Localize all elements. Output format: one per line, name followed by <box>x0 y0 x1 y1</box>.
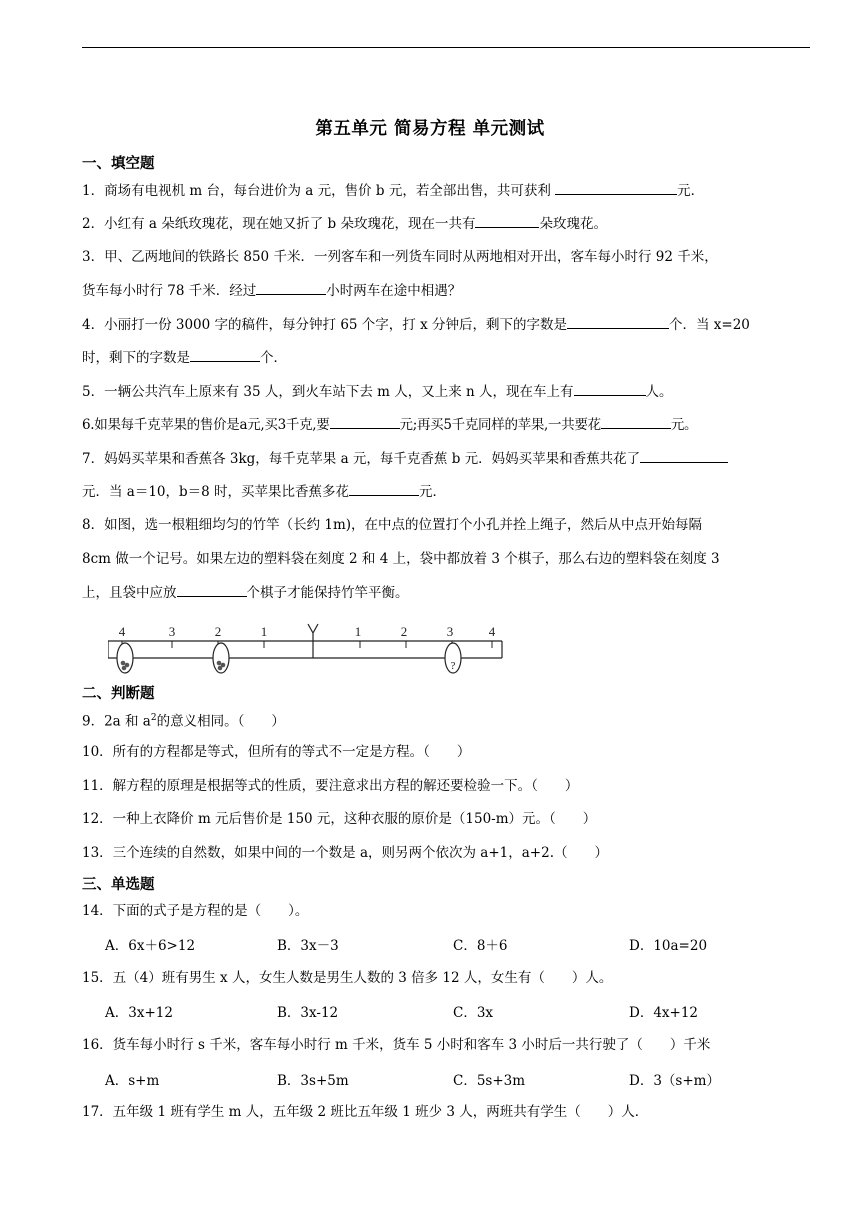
question-2: 2．小红有 a 朵纸玫瑰花，现在她又折了 b 朵玫瑰花，现在一共有 朵玫瑰花。 <box>82 213 607 234</box>
option-c[interactable]: C．5s+3m <box>453 1073 526 1089</box>
answer-blank[interactable] <box>190 347 260 362</box>
question-5: 5．一辆公共汽车上原来有 35 人，到火车站下去 m 人，又上来 n 人，现在车上有 人。 <box>82 381 673 402</box>
question-4-line-2: 时，剩下的字数是 个． <box>82 347 287 368</box>
option-a[interactable]: A．s+m <box>105 1073 160 1089</box>
option-d[interactable]: D．4x+12 <box>629 1005 699 1021</box>
section-fill-heading: 一、填空题 <box>82 156 155 172</box>
tick-label: 2 <box>400 624 408 639</box>
answer-blank[interactable] <box>330 414 400 429</box>
question-3-line-2: 货车每小时行 78 千米．经过 小时两车在途中相遇？ <box>82 280 461 301</box>
question-11: 11．解方程的原理是根据等式的性质，要注意求出方程的解还要检验一下。（ ） <box>82 778 579 794</box>
option-c[interactable]: C．8＋6 <box>453 938 508 954</box>
question-16: 16．货车每小时行 s 千米，客车每小时行 m 千米，货车 5 小时和客车 3 小时后一共行驶了（ ）千米 <box>82 1037 711 1053</box>
question-8-line-2: 8cm 做一个记号。如果左边的塑料袋在刻度 2 和 4 上，袋中都放着 3 个棋子，那么右边的塑料袋在刻度 3 <box>82 551 720 567</box>
page-title: 第五单元 简易方程 单元测试 <box>315 119 545 139</box>
question-13: 13．三个连续的自然数，如果中间的一个数是 a，则另两个依次为 a+1，a+2.（ ） <box>82 845 608 861</box>
answer-blank[interactable] <box>555 180 677 195</box>
tick-label: 4 <box>118 624 126 639</box>
question-7-line-1: 7．妈妈买苹果和香蕉各 3kg，每千克苹果 a 元，每千克香蕉 b 元．妈妈买苹果和香蕉共花了 <box>82 448 728 469</box>
option-b[interactable]: B．3x-12 <box>277 1005 339 1021</box>
question-4-line-1: 4．小丽打一份 3000 字的稿件，每分钟打 65 个字，打 x 分钟后，剩下的字数是 个．当 x=20 <box>82 314 750 335</box>
option-d[interactable]: D．3（s+m） <box>629 1073 720 1089</box>
tick-label: 1 <box>260 624 268 639</box>
question-9: 9．2a 和 $a^2$的意义相同。（ ） <box>82 713 285 730</box>
answer-blank[interactable] <box>567 314 669 329</box>
answer-blank[interactable] <box>256 280 326 295</box>
answer-blank[interactable] <box>177 582 247 597</box>
tick-label: 4 <box>488 624 496 639</box>
question-10: 10．所有的方程都是等式，但所有的等式不一定是方程。（ ） <box>82 744 471 760</box>
tick-label: 3 <box>168 624 176 639</box>
tick-label: 3 <box>446 624 454 639</box>
option-b[interactable]: B．3s+5m <box>277 1073 349 1089</box>
option-d[interactable]: D．10a=20 <box>629 938 708 954</box>
option-a[interactable]: A．3x+12 <box>105 1005 173 1021</box>
section-judge-heading: 二、判断题 <box>82 686 155 702</box>
tick-label: 1 <box>354 624 362 639</box>
question-8-line-3: 上，且袋中应放 个棋子才能保持竹竿平衡。 <box>82 582 409 603</box>
question-15: 15．五（4）班有男生 x 人，女生人数是男生人数的 3 倍多 12 人，女生有（ ）人。 <box>82 970 613 986</box>
question-6: 6.如果每千克苹果的售价是a元,买3千克,要 元;再买5千克同样的苹果,一共要花 元。 <box>82 414 697 435</box>
question-17: 17．五年级 1 班有学生 m 人，五年级 2 班比五年级 1 班少 3 人，两班共有学生（ ）人． <box>82 1104 649 1120</box>
bag-left-2 <box>213 643 229 673</box>
bag-left-4 <box>117 643 133 673</box>
question-8-line-1: 8．如图，选一根粗细均匀的竹竿（长约 1m)，在中点的位置打个小孔并拴上绳子，然后从中点开始每隔 <box>82 517 703 533</box>
option-b[interactable]: B．3x－3 <box>277 938 339 954</box>
answer-blank[interactable] <box>574 381 646 396</box>
bag-question-mark: ? <box>450 660 456 672</box>
tick-label: 2 <box>214 624 222 639</box>
answer-blank[interactable] <box>640 448 728 463</box>
header-rule <box>82 47 810 48</box>
question-1: 1．商场有电视机 m 台，每台进价为 a 元，售价 b 元，若全部出售，共可获利 元． <box>82 180 704 201</box>
bag-right-3 <box>445 643 461 673</box>
question-3-line-1: 3．甲、乙两地间的铁路长 850 千米．一列客车和一列货车同时从两地相对开出，客车每小时行 92 千米， <box>82 249 718 265</box>
answer-blank[interactable] <box>475 213 539 228</box>
option-c[interactable]: C．3x <box>453 1005 494 1021</box>
bamboo-balance-figure <box>108 620 508 678</box>
option-a[interactable]: A．6x＋6>12 <box>105 938 196 954</box>
section-choice-heading: 三、单选题 <box>82 877 155 893</box>
question-14: 14．下面的式子是方程的是（ ）。 <box>82 903 309 919</box>
question-12: 12．一种上衣降价 m 元后售价是 150 元，这种衣服的原价是（150-m）元。（ ） <box>82 811 597 827</box>
question-7-line-2: 元．当 a＝10，b＝8 时，买苹果比香蕉多花 元． <box>82 481 446 502</box>
answer-blank[interactable] <box>349 481 419 496</box>
answer-blank[interactable] <box>601 414 671 429</box>
